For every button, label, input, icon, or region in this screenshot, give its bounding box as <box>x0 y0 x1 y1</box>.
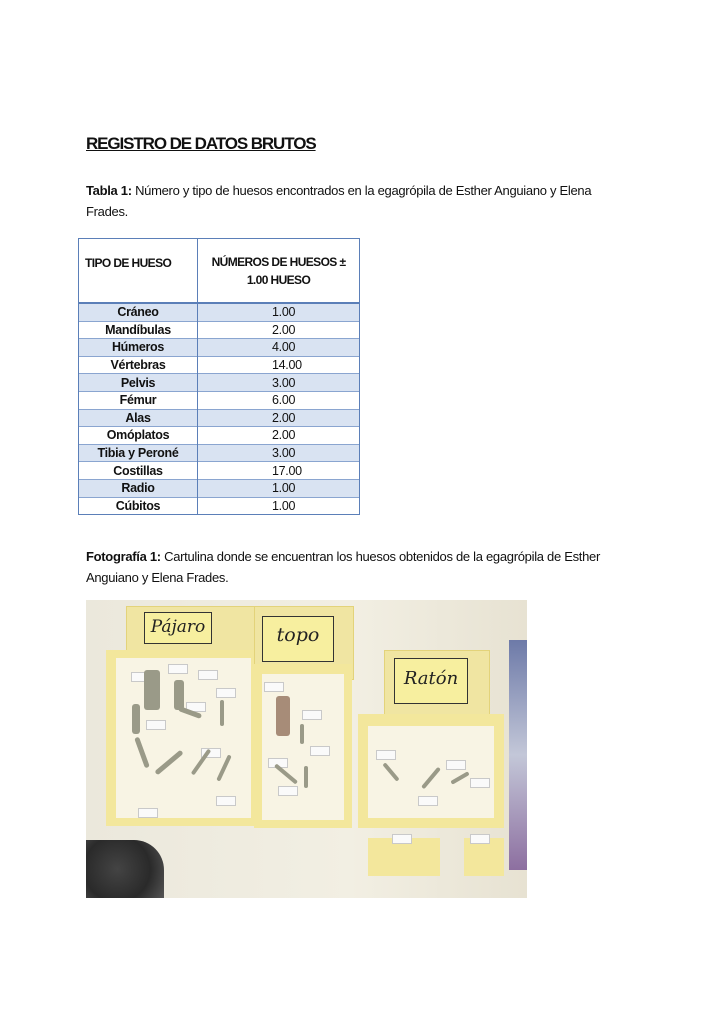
mouse-label: Ratón <box>394 658 468 704</box>
bone-tag <box>216 688 236 698</box>
table-row <box>79 409 359 427</box>
bone-tag <box>198 670 218 680</box>
bone-tag <box>470 834 490 844</box>
bone <box>132 704 140 734</box>
table-row <box>79 321 359 339</box>
photo-caption-label: Fotografía 1: <box>86 549 161 564</box>
bone-tag <box>278 786 298 796</box>
bone-name: Omóplatos <box>79 427 198 445</box>
table-row <box>79 479 359 497</box>
bone-tag <box>216 796 236 806</box>
bone-name: Alas <box>79 409 198 427</box>
bone-count: 17.00 <box>198 462 360 480</box>
mole-skull <box>276 696 290 736</box>
table-row <box>79 356 359 374</box>
bone-name: Pelvis <box>79 374 198 392</box>
bone-tag <box>310 746 330 756</box>
photo-edge-cloth <box>509 640 527 870</box>
bone-name: Tibia y Peroné <box>79 444 198 462</box>
bone-count: 1.00 <box>198 497 360 514</box>
photo-caption-text: Cartulina donde se encuentran los huesos obtenidos de la egagrópila de Esther Anguiano y Elena Frades. <box>86 549 600 585</box>
bone-tag <box>376 750 396 760</box>
bone-count: 14.00 <box>198 356 360 374</box>
bone-name: Húmeros <box>79 339 198 357</box>
bone-tag <box>264 682 284 692</box>
bone-tag <box>446 760 466 770</box>
poster-photo <box>86 600 527 898</box>
bone-count: 3.00 <box>198 444 360 462</box>
bone-count: 1.00 <box>198 303 360 321</box>
bird-label: Pájaro <box>144 612 212 644</box>
header-bone-count: NÚMEROS DE HUESOS ± 1.00 HUESO <box>198 239 360 303</box>
page-heading: REGISTRO DE DATOS BRUTOS <box>86 134 316 153</box>
table-caption-label: Tabla 1: <box>86 183 132 198</box>
mole-label: topo <box>262 616 334 662</box>
bones-table <box>78 238 360 515</box>
bone-count: 2.00 <box>198 427 360 445</box>
bone-name: Vértebras <box>79 356 198 374</box>
table-row <box>79 374 359 392</box>
bone-tag <box>146 720 166 730</box>
bone-count: 4.00 <box>198 339 360 357</box>
bone-count: 3.00 <box>198 374 360 392</box>
bone-name: Mandíbulas <box>79 321 198 339</box>
bone <box>220 700 224 726</box>
table-row <box>79 462 359 480</box>
pellet-remains <box>86 840 164 898</box>
bird-skull <box>144 670 160 710</box>
header-bone-type: TIPO DE HUESO <box>79 239 198 303</box>
bone-count: 6.00 <box>198 391 360 409</box>
bone-name: Costillas <box>79 462 198 480</box>
bone <box>174 680 184 710</box>
table-caption <box>86 180 626 222</box>
table-row <box>79 391 359 409</box>
bone-tag <box>138 808 158 818</box>
bone <box>304 766 308 788</box>
bone-name: Fémur <box>79 391 198 409</box>
bone-tag <box>418 796 438 806</box>
photo-caption <box>86 546 626 588</box>
bone-name: Radio <box>79 479 198 497</box>
bone-name: Cúbitos <box>79 497 198 514</box>
bone-count: 2.00 <box>198 409 360 427</box>
bone-tag <box>470 778 490 788</box>
table-row <box>79 427 359 445</box>
bone-tag <box>168 664 188 674</box>
bone-count: 2.00 <box>198 321 360 339</box>
bone <box>300 724 304 744</box>
table-row <box>79 339 359 357</box>
mole-panel-inner <box>262 674 344 820</box>
table-row <box>79 497 359 514</box>
bone-count: 1.00 <box>198 479 360 497</box>
bone-name: Cráneo <box>79 303 198 321</box>
bone-tag <box>392 834 412 844</box>
table-caption-text: Número y tipo de huesos encontrados en la egagrópila de Esther Anguiano y Elena Frades. <box>86 183 592 219</box>
table-row <box>79 303 359 321</box>
bone-tag <box>302 710 322 720</box>
table-row <box>79 444 359 462</box>
